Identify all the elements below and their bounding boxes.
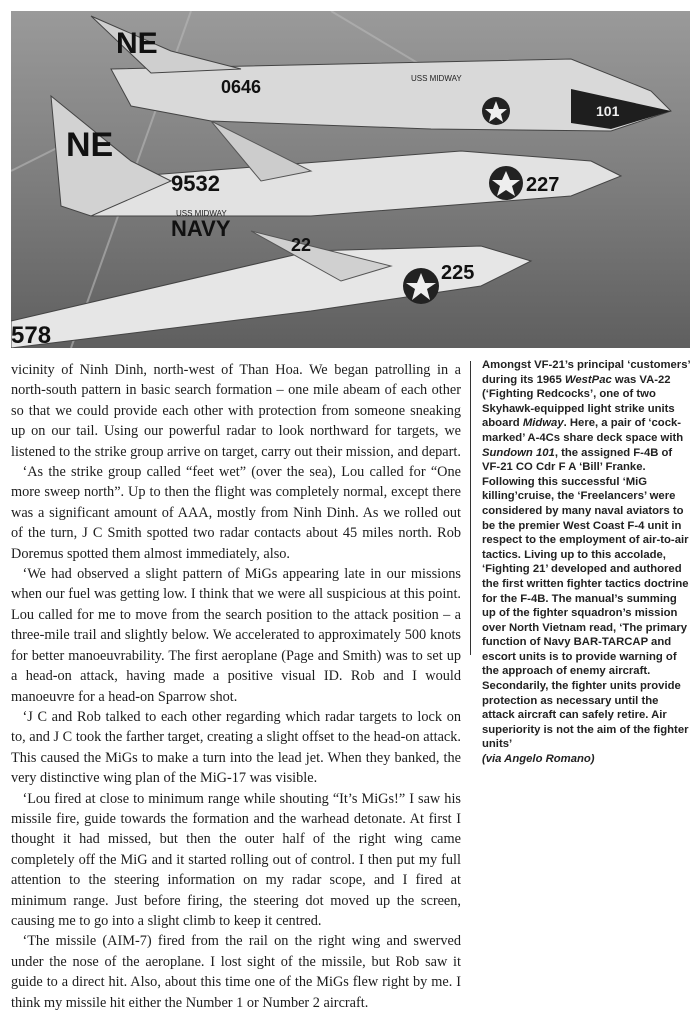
caption-credit: (via Angelo Romano) <box>482 753 595 766</box>
body-paragraph: ‘The missile (AIM-7) fired from the rail on the right wing and swerved under the nose of the aeroplane. I lost sight of the missile, but Rob saw it guide to a direct hit. Also, about this time one of the MiGs flew right by me. I think my missile hit either the Number 1 or Number 2 aircraft. <box>11 933 461 1011</box>
caption-westpac: WestPac <box>564 373 612 386</box>
aircraft-photo <box>11 11 690 348</box>
a4-bureau-number: 9532 <box>171 171 220 196</box>
left-edge-number: 578 <box>11 322 52 348</box>
f4-modex: 101 <box>596 103 620 119</box>
a4-ship-name: USS MIDWAY <box>176 209 227 218</box>
a4-nose-number: 22 <box>291 235 312 255</box>
body-paragraph: ‘Lou fired at close to minimum range while shouting “It’s MiGs!” I saw his missile fire, guide towards the formation and the warhead detonate. At first I thought it had missed, but then the outer half of the right wing came completely off the MiG and it started rolling out of control. I then put my full attention to the steering information on my radar scope, and I fired at minimum range. Just before firing, the steering dot moved up the screen, causing me to go into a slight climb to keep it centred. <box>11 790 461 929</box>
caption-text: , the assigned F-4B of VF-21 CO Cdr F A ‘Bill’ Franke. Following this successful ‘MiG killing’cruise, the ‘Freelancers’ were considered by many naval aviators to be the premier West Coast F-4 unit in respect to the employment of air-to-air tactics. Living up to this accolade, ‘Fighting 21’ developed and authored the first written fighter tactics doctrine for the F-4B. The manual’s summing up of the fighter squadron’s mission over North Vietnam read, ‘The primary function of Navy BAR-TARCAP and escort units is to provide warning of the approach of enemy aircraft. Secondarily, the fighter units provide protection as necessary until the attack aircraft can safely retire. Air superiority is not the aim of the fighter units’ <box>482 446 689 751</box>
body-paragraph: ‘We had observed a slight pattern of MiGs appearing late in our missions when our fuel was getting low. I think that we were all suspicious at this point. Lou called for me to move from the search position to the attack position – a three-mile trail and slightly below. We accelerated to approximately 500 knots for better manoeuvrability. The first aeroplane (Page and Smith) was to set up a head-on attack, having made a positive visual ID. Rob and I would manoeuvre for a head-on Sparrow shot. <box>11 566 461 705</box>
tail-code-top: NE <box>116 27 158 60</box>
f4-ship-name: USS MIDWAY <box>411 74 462 83</box>
caption-text: . Here, a pair of ‘cock-marked’ A-4Cs share deck space with <box>482 417 684 444</box>
photo-caption <box>482 358 692 767</box>
navy-lettering: NAVY <box>171 216 231 241</box>
article-body <box>11 360 461 1013</box>
a4-modex-225: 225 <box>441 262 475 284</box>
body-paragraph: vicinity of Ninh Dinh, north-west of Than Hoa. We began patrolling in a north-south pattern in basic search formation – one mile abeam of each other so that we could provide each other with protection from someone sneaking up on our tail. Using our powerful radar to look northward for targets, we listened to the strike group arrive on target, carry out their mission, and depart. <box>11 362 461 460</box>
f4-phantom <box>91 16 671 131</box>
caption-sundown: Sundown 101 <box>482 446 555 459</box>
caption-text: was VA-22 (‘Fighting Redcocks’, one of two Skyhawk-equipped light strike units aboard <box>482 373 675 430</box>
tail-code-middle: NE <box>66 126 114 164</box>
aircraft-photo-drawing <box>11 11 690 348</box>
caption-divider <box>470 361 471 655</box>
a4-modex-227: 227 <box>526 174 560 196</box>
f4-bureau-number: 0646 <box>221 77 262 97</box>
caption-text: Amongst VF-21’s principal ‘customers’ during its 1965 <box>482 359 690 386</box>
body-paragraph: ‘As the strike group called “feet wet” (over the sea), Lou called for “One more sweep north”. Up to then the flight was completely normal, except there was a significant amount of AAA, mostly from Ninh Dinh. As we rolled out of the turn, J C Smith spotted two radar contacts about 45 miles north. Rob Doremus spotted them almost immediately, also. <box>11 464 461 562</box>
a4-skyhawk-foreground <box>11 231 531 348</box>
body-paragraph: ‘J C and Rob talked to each other regarding which radar targets to lock on to, and J C took the farther target, creating a slight offset to the head-on attack. This caused the MiGs to make a turn into the lead jet. When they banked, the very distinctive wing plan of the MiG-17 was visible. <box>11 708 461 787</box>
caption-midway: Midway <box>522 417 564 430</box>
